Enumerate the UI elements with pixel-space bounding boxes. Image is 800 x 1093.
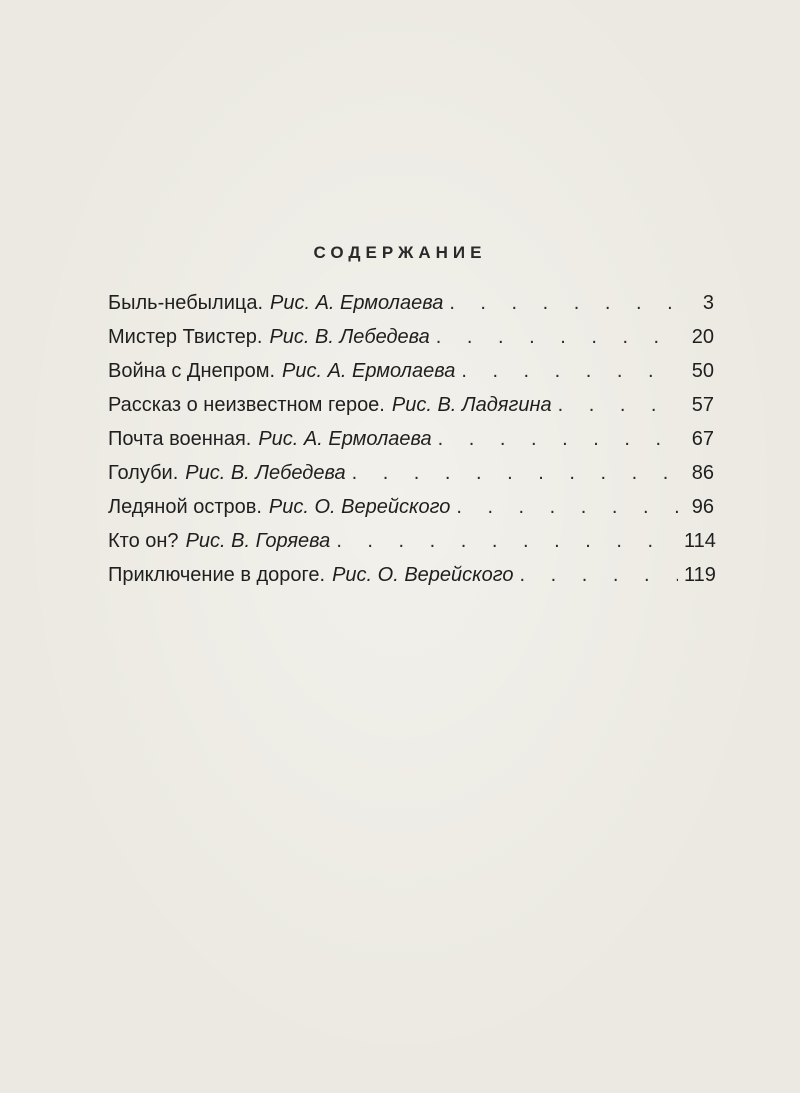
entry-illustrator: Рис. В. Ладягина — [391, 394, 552, 416]
entry-page-number: 114 — [684, 530, 716, 552]
contents-heading: СОДЕРЖАНИЕ — [313, 243, 487, 262]
toc-entry — [108, 320, 714, 354]
entry-page-number: 67 — [691, 428, 714, 450]
table-of-contents — [108, 286, 714, 592]
entry-illustrator: Рис. А. Ермолаева — [270, 292, 444, 314]
entry-title: Ледяной остров. — [108, 496, 262, 518]
toc-entry — [108, 524, 714, 558]
toc-entry — [108, 456, 714, 490]
entry-page-number: 50 — [691, 360, 714, 382]
entry-page-number: 20 — [691, 326, 714, 348]
toc-entry — [108, 422, 714, 456]
dot-leader — [436, 320, 678, 354]
entry-illustrator: Рис. О. Верейского — [268, 496, 451, 518]
dot-leader — [352, 456, 678, 490]
entry-illustrator: Рис. О. Верейского — [332, 564, 514, 586]
dot-leader — [438, 422, 678, 456]
entry-title: Почта военная. — [108, 428, 252, 450]
dot-leader — [558, 388, 678, 422]
toc-entry — [108, 388, 714, 422]
entry-title: Приключение в дороге. — [108, 564, 326, 586]
entry-illustrator: Рис. В. Лебедева — [185, 462, 346, 484]
entry-title: Быль-небылица. — [108, 292, 263, 314]
entry-illustrator: Рис. В. Горяева — [185, 530, 331, 552]
entry-page-number: 57 — [691, 394, 714, 416]
entry-page-number: 3 — [702, 292, 714, 314]
toc-entry — [108, 354, 714, 388]
entry-illustrator: Рис. В. Лебедева — [269, 326, 430, 348]
entry-title: Война с Днепром. — [108, 360, 276, 382]
dot-leader — [449, 286, 678, 320]
entry-title: Голуби. — [108, 462, 179, 484]
toc-entry — [108, 490, 714, 524]
dot-leader — [461, 354, 678, 388]
entry-illustrator: Рис. А. Ермолаева — [258, 428, 432, 450]
dot-leader — [456, 490, 678, 524]
entry-title: Рассказ о неизвестном герое. — [108, 394, 385, 416]
entry-page-number: 119 — [684, 564, 716, 586]
toc-entry — [108, 286, 714, 320]
entry-page-number: 96 — [691, 496, 714, 518]
dot-leader — [519, 558, 678, 592]
entry-title: Мистер Твистер. — [108, 326, 263, 348]
entry-title: Кто он? — [108, 530, 179, 552]
toc-entry — [108, 558, 714, 592]
dot-leader — [336, 524, 678, 558]
entry-illustrator: Рис. А. Ермолаева — [282, 360, 456, 382]
entry-page-number: 86 — [691, 462, 714, 484]
